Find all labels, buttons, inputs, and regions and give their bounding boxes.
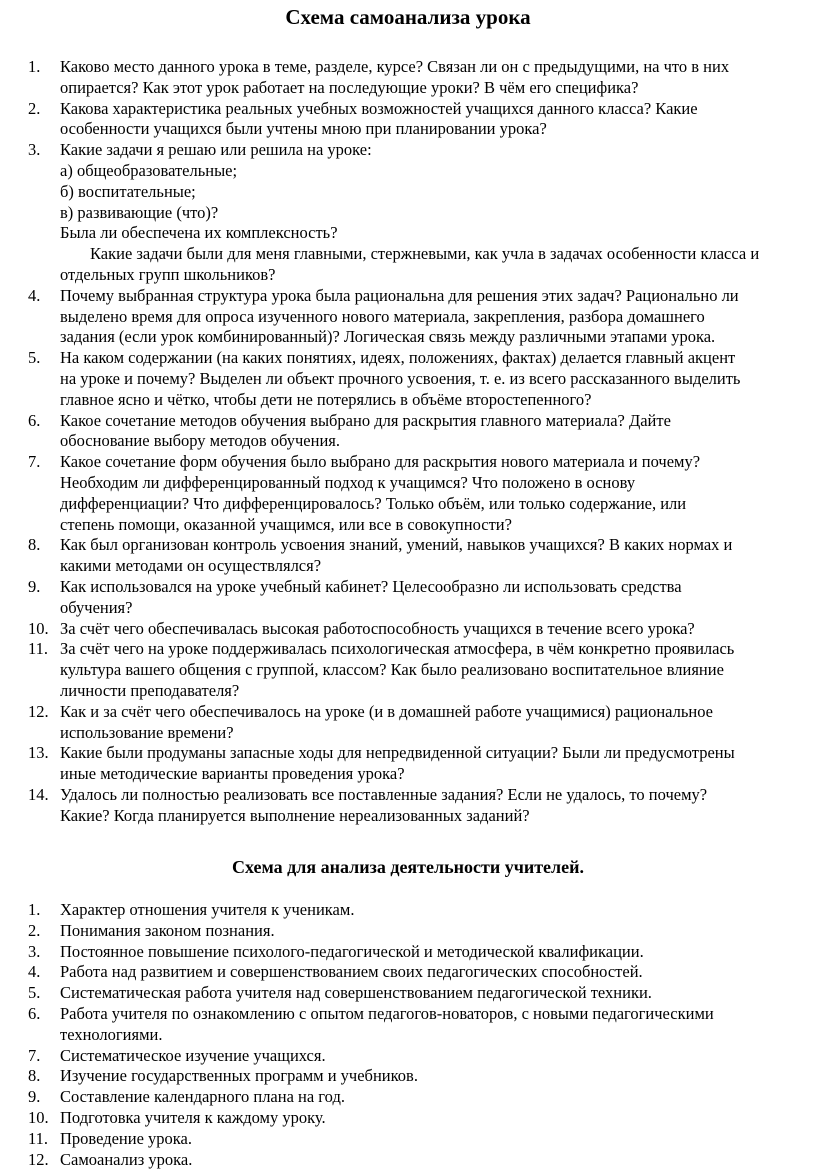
list-item (28, 639, 816, 701)
item-text-line: а) общеобразовательные; (60, 160, 238, 180)
item-number: 5. (28, 348, 41, 368)
item-number: 9. (28, 576, 41, 596)
item-text-line: За счёт чего на уроке поддерживалась психологическая атмосфера, в чём конкретно проявилась (60, 639, 735, 659)
item-text-line: Какова характеристика реальных учебных возможностей учащихся данного класса? Какие (60, 98, 698, 118)
item-text-line: Подготовка учителя к каждому уроку. (60, 1107, 326, 1127)
item-text-line: иные методические варианты проведения урока? (60, 764, 405, 784)
list-item (28, 619, 816, 640)
item-text-line: Систематическая работа учителя над совершенствованием педагогической техники. (60, 983, 652, 1003)
teacher-analysis-list (28, 900, 816, 1170)
item-number: 2. (28, 920, 41, 940)
item-text-line: дифференциации? Что дифференцировалось? Только объём, или только содержание, или (60, 493, 687, 513)
item-number: 6. (28, 410, 41, 430)
item-number: 10. (28, 1107, 49, 1127)
item-text-line: Какое сочетание форм обучения было выбрано для раскрытия нового материала и почему? (60, 452, 701, 472)
item-text-line: Какие задачи я решаю или решила на уроке: (60, 140, 372, 160)
item-text-line: Каково место данного урока в теме, разделе, курсе? Связан ли он с предыдущими, на что в них (60, 57, 730, 76)
item-text-line: степень помощи, оказанной учащимся, или все в совокупности? (60, 514, 512, 534)
item-text-line: Необходим ли дифференцированный подход к учащимся? Что положено в основу (60, 472, 636, 492)
item-number: 4. (28, 285, 41, 305)
item-text-line: обоснование выбору методов обучения. (60, 431, 341, 451)
item-text-line: Была ли обеспечена их комплексность? (60, 223, 338, 243)
list-item (28, 1046, 816, 1067)
item-text-line: б) воспитательные; (60, 181, 196, 201)
item-text-line: Систематическое изучение учащихся. (60, 1045, 326, 1065)
item-text-line: особенности учащихся были учтены мною при планировании урока? (60, 119, 547, 139)
item-number: 5. (28, 983, 41, 1003)
list-item (28, 962, 816, 983)
list-item (28, 99, 816, 141)
list-item (28, 1150, 816, 1171)
item-text-line: Изучение государственных программ и учебников. (60, 1066, 418, 1086)
item-text-line: Характер отношения учителя к ученикам. (60, 900, 355, 919)
list-item (28, 1066, 816, 1087)
item-text-line: Какие? Когда планируется выполнение нереализованных заданий? (60, 805, 530, 825)
item-text-line: Какое сочетание методов обучения выбрано для раскрытия главного материала? Дайте (60, 410, 671, 430)
item-number: 10. (28, 618, 49, 638)
item-text-line: главное ясно и чётко, чтобы дети не потерялись в объёме второстепенного? (60, 389, 592, 409)
item-number: 13. (28, 743, 49, 763)
list-item (28, 942, 816, 963)
item-number: 3. (28, 941, 41, 961)
item-text-line: использование времени? (60, 722, 234, 742)
item-text-line: отдельных групп школьников? (60, 264, 276, 284)
item-number: 7. (28, 452, 41, 472)
list-item (28, 785, 816, 827)
item-text-line: культура вашего общения с группой, классом? Как было реализовано воспитательное влияние (60, 660, 724, 680)
list-item (28, 411, 816, 453)
item-number: 8. (28, 535, 41, 555)
item-text-line: Как был организован контроль усвоения знаний, умений, навыков учащихся? В каких нормах и (60, 535, 733, 555)
item-text-line: Какие задачи были для меня главными, стержневыми, как учла в задачах особенности класса и (90, 244, 760, 264)
item-number: 1. (28, 57, 41, 76)
list-item (28, 577, 816, 619)
item-text-line: задания (если урок комбинированный)? Логическая связь между различными этапами урока. (60, 327, 716, 347)
item-text-line: Почему выбранная структура урока была рациональна для решения этих задач? Рационально ли (60, 285, 739, 305)
item-number: 4. (28, 962, 41, 982)
list-item (28, 535, 816, 577)
list-item (28, 140, 816, 286)
list-item (28, 983, 816, 1004)
item-text-line: личности преподавателя? (60, 680, 240, 700)
item-number: 9. (28, 1087, 41, 1107)
item-text-line: какими методами он осуществлялся? (60, 556, 322, 576)
item-number: 6. (28, 1003, 41, 1023)
item-text-line: Понимания законом познания. (60, 920, 275, 940)
item-text-line: в) развивающие (что)? (60, 202, 219, 222)
item-number: 1. (28, 900, 41, 919)
list-item (28, 921, 816, 942)
self-analysis-list (28, 57, 816, 826)
item-text-line: Удалось ли полностью реализовать все поставленные задания? Если не удалось, то почему? (60, 784, 708, 804)
item-text-line: Какие были продуманы запасные ходы для непредвиденной ситуации? Были ли предусмотрены (60, 743, 735, 763)
item-number: 12. (28, 701, 49, 721)
item-text-line: на уроке и почему? Выделен ли объект прочного усвоения, т. е. из всего рассказанного выделить (60, 368, 741, 388)
list-item (28, 702, 816, 744)
item-text-line: Постоянное повышение психолого-педагогической и методической квалификации. (60, 941, 644, 961)
item-text-line: Работа над развитием и совершенствованием своих педагогических способностей. (60, 962, 643, 982)
item-number: 12. (28, 1149, 49, 1169)
item-text-line: На каком содержании (на каких понятиях, идеях, положениях, фактах) делается главный акцент (60, 348, 736, 368)
item-text-line: выделено время для опроса изученного нового материала, закрепления, разбора домашнего (60, 306, 705, 326)
item-number: 8. (28, 1066, 41, 1086)
item-number: 14. (28, 784, 49, 804)
list-item (28, 1129, 816, 1150)
item-text-line: Проведение урока. (60, 1128, 193, 1148)
item-text-line: Работа учителя по ознакомлению с опытом педагогов-новаторов, с новыми педагогическими (60, 1003, 714, 1023)
item-number: 3. (28, 140, 41, 160)
section-title: Схема для анализа деятельности учителей. (231, 857, 585, 877)
list-item (28, 1004, 816, 1046)
item-text-line: Самоанализ урока. (60, 1149, 193, 1169)
list-item (28, 743, 816, 785)
page-title: Схема самоанализа урока (285, 5, 531, 29)
item-text-line: Как и за счёт чего обеспечивалось на уроке (и в домашней работе учащимися) рациональное (60, 701, 714, 721)
list-item (28, 286, 816, 348)
list-item (28, 1108, 816, 1129)
list-item (28, 348, 816, 410)
item-text-line: Как использовался на уроке учебный кабинет? Целесообразно ли использовать средства (60, 576, 682, 596)
list-item (28, 900, 816, 921)
item-text-line: технологиями. (60, 1024, 163, 1044)
item-number: 2. (28, 98, 41, 118)
item-text-line: опирается? Как этот урок работает на последующие уроки? В чём его специфика? (60, 77, 639, 97)
list-item (28, 1087, 816, 1108)
list-item (28, 57, 816, 99)
list-item (28, 452, 816, 535)
item-number: 7. (28, 1045, 41, 1065)
item-text-line: За счёт чего обеспечивалась высокая работоспособность учащихся в течение всего урока? (60, 618, 695, 638)
item-number: 11. (28, 1128, 49, 1148)
item-text-line: Составление календарного плана на год. (60, 1087, 345, 1107)
item-number: 11. (28, 639, 49, 659)
item-text-line: обучения? (60, 597, 133, 617)
